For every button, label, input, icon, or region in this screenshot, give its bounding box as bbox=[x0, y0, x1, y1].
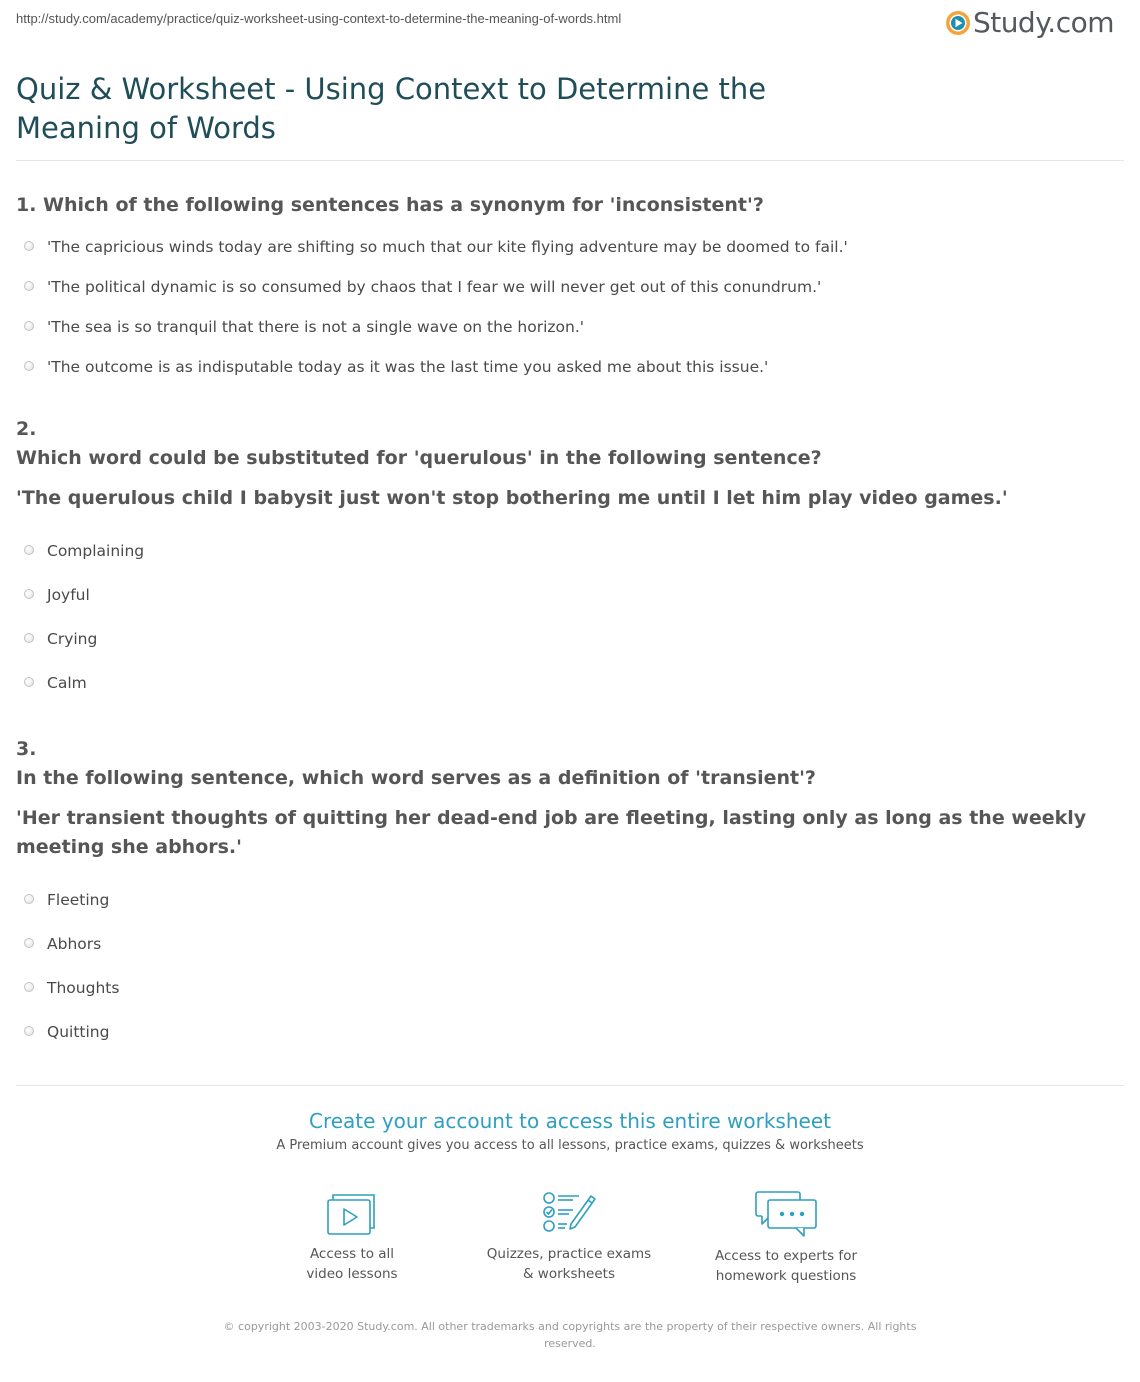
study-logo[interactable] bbox=[945, 6, 1114, 39]
answer-option[interactable] bbox=[16, 347, 1124, 387]
header-divider bbox=[16, 160, 1124, 161]
feature-label: Quizzes, practice exams & worksheets bbox=[486, 1246, 652, 1282]
radio-button[interactable] bbox=[24, 633, 34, 643]
question-prompt: In the following sentence, which word serves as a definition of 'transient'? bbox=[16, 767, 816, 789]
radio-button[interactable] bbox=[24, 677, 34, 687]
question-prompt: Which word could be substituted for 'querulous' in the following sentence? bbox=[16, 447, 822, 469]
question-sentence: 'Her transient thoughts of quitting her dead-end job are fleeting, lasting only as long as the weekly meeting she abhors.' bbox=[16, 807, 1087, 858]
answer-text: Quitting bbox=[47, 1023, 110, 1041]
quiz-checklist-icon bbox=[541, 1190, 597, 1236]
answer-text: 'The capricious winds today are shifting so much that our kite flying adventure may be doomed to fail.' bbox=[47, 238, 848, 256]
feature-label: Access to experts for homework questions bbox=[714, 1248, 857, 1284]
cta-title-link[interactable]: Create your account to access this entire worksheet bbox=[309, 1109, 831, 1133]
answer-option[interactable] bbox=[16, 267, 1124, 307]
chat-bubbles-icon bbox=[754, 1190, 818, 1238]
play-circle-icon bbox=[945, 10, 971, 36]
premium-cta bbox=[0, 1108, 1140, 1153]
radio-button[interactable] bbox=[24, 982, 34, 992]
copyright-footer: © copyright 2003-2020 Study.com. All other trademarks and copyrights are the property of their respective owners. All rights reserved. bbox=[223, 1320, 917, 1350]
answer-options bbox=[16, 878, 1124, 1054]
answer-option[interactable] bbox=[16, 966, 1124, 1010]
answer-option[interactable] bbox=[16, 307, 1124, 347]
question-number: 2. bbox=[16, 418, 37, 440]
page-title: Quiz & Worksheet - Using Context to Determine the Meaning of Words bbox=[16, 72, 767, 145]
radio-button[interactable] bbox=[24, 321, 34, 331]
answer-option[interactable] bbox=[16, 573, 1124, 617]
answer-text: Joyful bbox=[47, 586, 90, 604]
logo-text: Study.com bbox=[972, 6, 1114, 39]
question-sentence: 'The querulous child I babysit just won't stop bothering me until I let him play video games.' bbox=[16, 487, 1008, 509]
radio-button[interactable] bbox=[24, 361, 34, 371]
radio-button[interactable] bbox=[24, 1026, 34, 1036]
page-url: http://study.com/academy/practice/quiz-worksheet-using-context-to-determine-the-meaning-of-words.html bbox=[16, 11, 622, 26]
question-3 bbox=[16, 735, 1124, 1054]
radio-button[interactable] bbox=[24, 241, 34, 251]
answer-option[interactable] bbox=[16, 529, 1124, 573]
answer-option[interactable] bbox=[16, 878, 1124, 922]
answer-option[interactable] bbox=[16, 922, 1124, 966]
answer-options bbox=[16, 227, 1124, 387]
answer-option[interactable] bbox=[16, 661, 1124, 705]
content-divider bbox=[16, 1085, 1124, 1086]
answer-text: Complaining bbox=[47, 542, 145, 560]
answer-text: Fleeting bbox=[47, 891, 110, 909]
question-prompt: 1. Which of the following sentences has a synonym for 'inconsistent'? bbox=[16, 194, 764, 216]
radio-button[interactable] bbox=[24, 281, 34, 291]
feature-label: Access to all video lessons bbox=[306, 1246, 398, 1282]
cta-subtitle: A Premium account gives you access to all lessons, practice exams, quizzes & worksheets bbox=[276, 1138, 864, 1153]
answer-text: Abhors bbox=[47, 935, 102, 953]
video-lessons-icon bbox=[326, 1190, 378, 1236]
answer-options bbox=[16, 529, 1124, 705]
answer-text: Calm bbox=[47, 674, 87, 692]
radio-button[interactable] bbox=[24, 545, 34, 555]
question-1 bbox=[16, 191, 1124, 387]
answer-option[interactable] bbox=[16, 227, 1124, 267]
feature-quizzes bbox=[469, 1190, 669, 1284]
radio-button[interactable] bbox=[24, 589, 34, 599]
feature-experts bbox=[686, 1190, 886, 1286]
answer-option[interactable] bbox=[16, 617, 1124, 661]
answer-text: 'The outcome is as indisputable today as it was the last time you asked me about this issue.' bbox=[47, 358, 769, 376]
question-number: 3. bbox=[16, 738, 37, 760]
feature-video-lessons bbox=[252, 1190, 452, 1284]
answer-text: Crying bbox=[47, 630, 98, 648]
answer-option[interactable] bbox=[16, 1010, 1124, 1054]
radio-button[interactable] bbox=[24, 938, 34, 948]
answer-text: 'The sea is so tranquil that there is not a single wave on the horizon.' bbox=[47, 318, 585, 336]
question-2 bbox=[16, 415, 1124, 705]
radio-button[interactable] bbox=[24, 894, 34, 904]
answer-text: Thoughts bbox=[47, 979, 120, 997]
answer-text: 'The political dynamic is so consumed by chaos that I fear we will never get out of this conundrum.' bbox=[47, 278, 822, 296]
